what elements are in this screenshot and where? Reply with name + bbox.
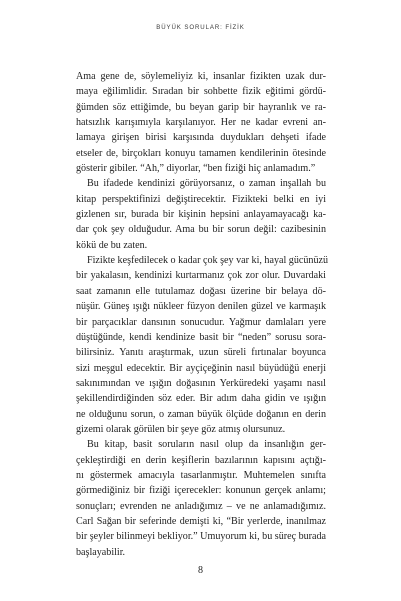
text-line: sonuçları; evrenden ne anladığımız – ve ne anlamadığımız. <box>76 500 326 512</box>
text-line: nı göstermek amacıyla tasarlanmıştır. Muhtemelen sınıfta <box>76 469 326 481</box>
text-line: hatsızlık karışımıyla karşılanıyor. Her ne kadar evreni an- <box>76 117 326 129</box>
text-line: şekillendirdiğinden söz eder. Bir adım daha gidin ve ışığın <box>76 393 326 405</box>
text-line: saat zamanın elle tutulamaz doğası üzerine bir belaya dö- <box>76 285 326 297</box>
text-line: Fizikte keşfedilecek o kadar çok şey var ki, hayal gücünüzü <box>87 255 329 267</box>
page-number: 8 <box>198 565 203 576</box>
text-line: gizlenen sır, burada bir kişinin hepsini anlayamayacağı ka- <box>76 209 326 221</box>
text-line: görmediğiniz bir fiziği içerecekler: konunun gerçek anlamı; <box>76 485 326 497</box>
text-line: maya eğilimlidir. Sıradan bir sohbette fizik eğitimi gördü- <box>76 86 326 98</box>
text-line: gösterir gibiler. “Ah,” diyorlar, “ben fiziği hiç anlamadım.” <box>76 163 316 175</box>
text-line: dar çok şey olduğudur. Ama bu bir sorun değil: cazibesinin <box>76 224 326 236</box>
text-line: sizi meşgul edecektir. Bir ayçiçeğinin nasıl büyüdüğü enerji <box>76 362 326 374</box>
text-line: bir yakalasın, kendinizi kurtarmanız çok zor olur. Duvardaki <box>76 270 326 282</box>
text-line: etseler de, birçokları konuyu tamamen kendilerinin ötesinde <box>76 147 326 159</box>
text-line: ğümden söz ettiğimde, bu beyan garip bir hayranlık ve ra- <box>76 101 326 113</box>
text-line: kökü de bu zaten. <box>76 239 148 251</box>
text-line: Ama gene de, söylemeliyiz ki, insanlar fizikten uzak dur- <box>76 71 326 82</box>
text-line: sakınımından ve ışığın doğasının Yerküredeki yaşamı nasıl <box>76 377 326 389</box>
text-line: gizemi olarak görülen bir şeye göz atmış olursunuz. <box>76 423 286 435</box>
text-line: nüşür. Güneş ışığı nükleer füzyon denilen güzel ve karmaşık <box>76 301 326 313</box>
text-line: düştüğünde, kendi kendinize basit bir “neden” sorusu sora- <box>76 331 326 343</box>
text-line: Bu kitap, basit soruların nasıl olup da insanlığın ger- <box>87 439 326 451</box>
text-line: ne olduğunu sorun, o zaman büyük ölçüde doğanın en derin <box>76 408 326 420</box>
text-line: bilirsiniz. Yanıtı araştırmak, uzun süreli fırtınalar boyunca <box>76 347 326 359</box>
text-line: Carl Sağan bir seferinde demişti ki, “Bir yerlerde, inanılmaz <box>76 515 326 527</box>
running-header: BÜYÜK SORULAR: FİZİK <box>156 24 245 31</box>
text-line: başlayabilir. <box>76 546 126 558</box>
text-line: Bu ifadede kendinizi görüyorsanız, o zaman inşallah bu <box>87 178 326 190</box>
text-line: lamaya girişen birisi karşısında duydukları dehşeti ifade <box>76 132 326 144</box>
text-line: bir şeyler bilinmeyi bekliyor.” Umuyorum ki, bu süreç burada <box>76 531 327 543</box>
text-line: çekleştirdiği en derin keşiflerin bazılarının kapısını açtığı- <box>76 454 326 466</box>
text-line: bir parçacıklar dansının sonucudur. Yağmur damlaları yere <box>76 316 326 328</box>
text-line: kitap perspektifinizi değiştirecektir. Fizikteki belki en iyi <box>76 193 326 205</box>
body-text <box>76 69 329 560</box>
